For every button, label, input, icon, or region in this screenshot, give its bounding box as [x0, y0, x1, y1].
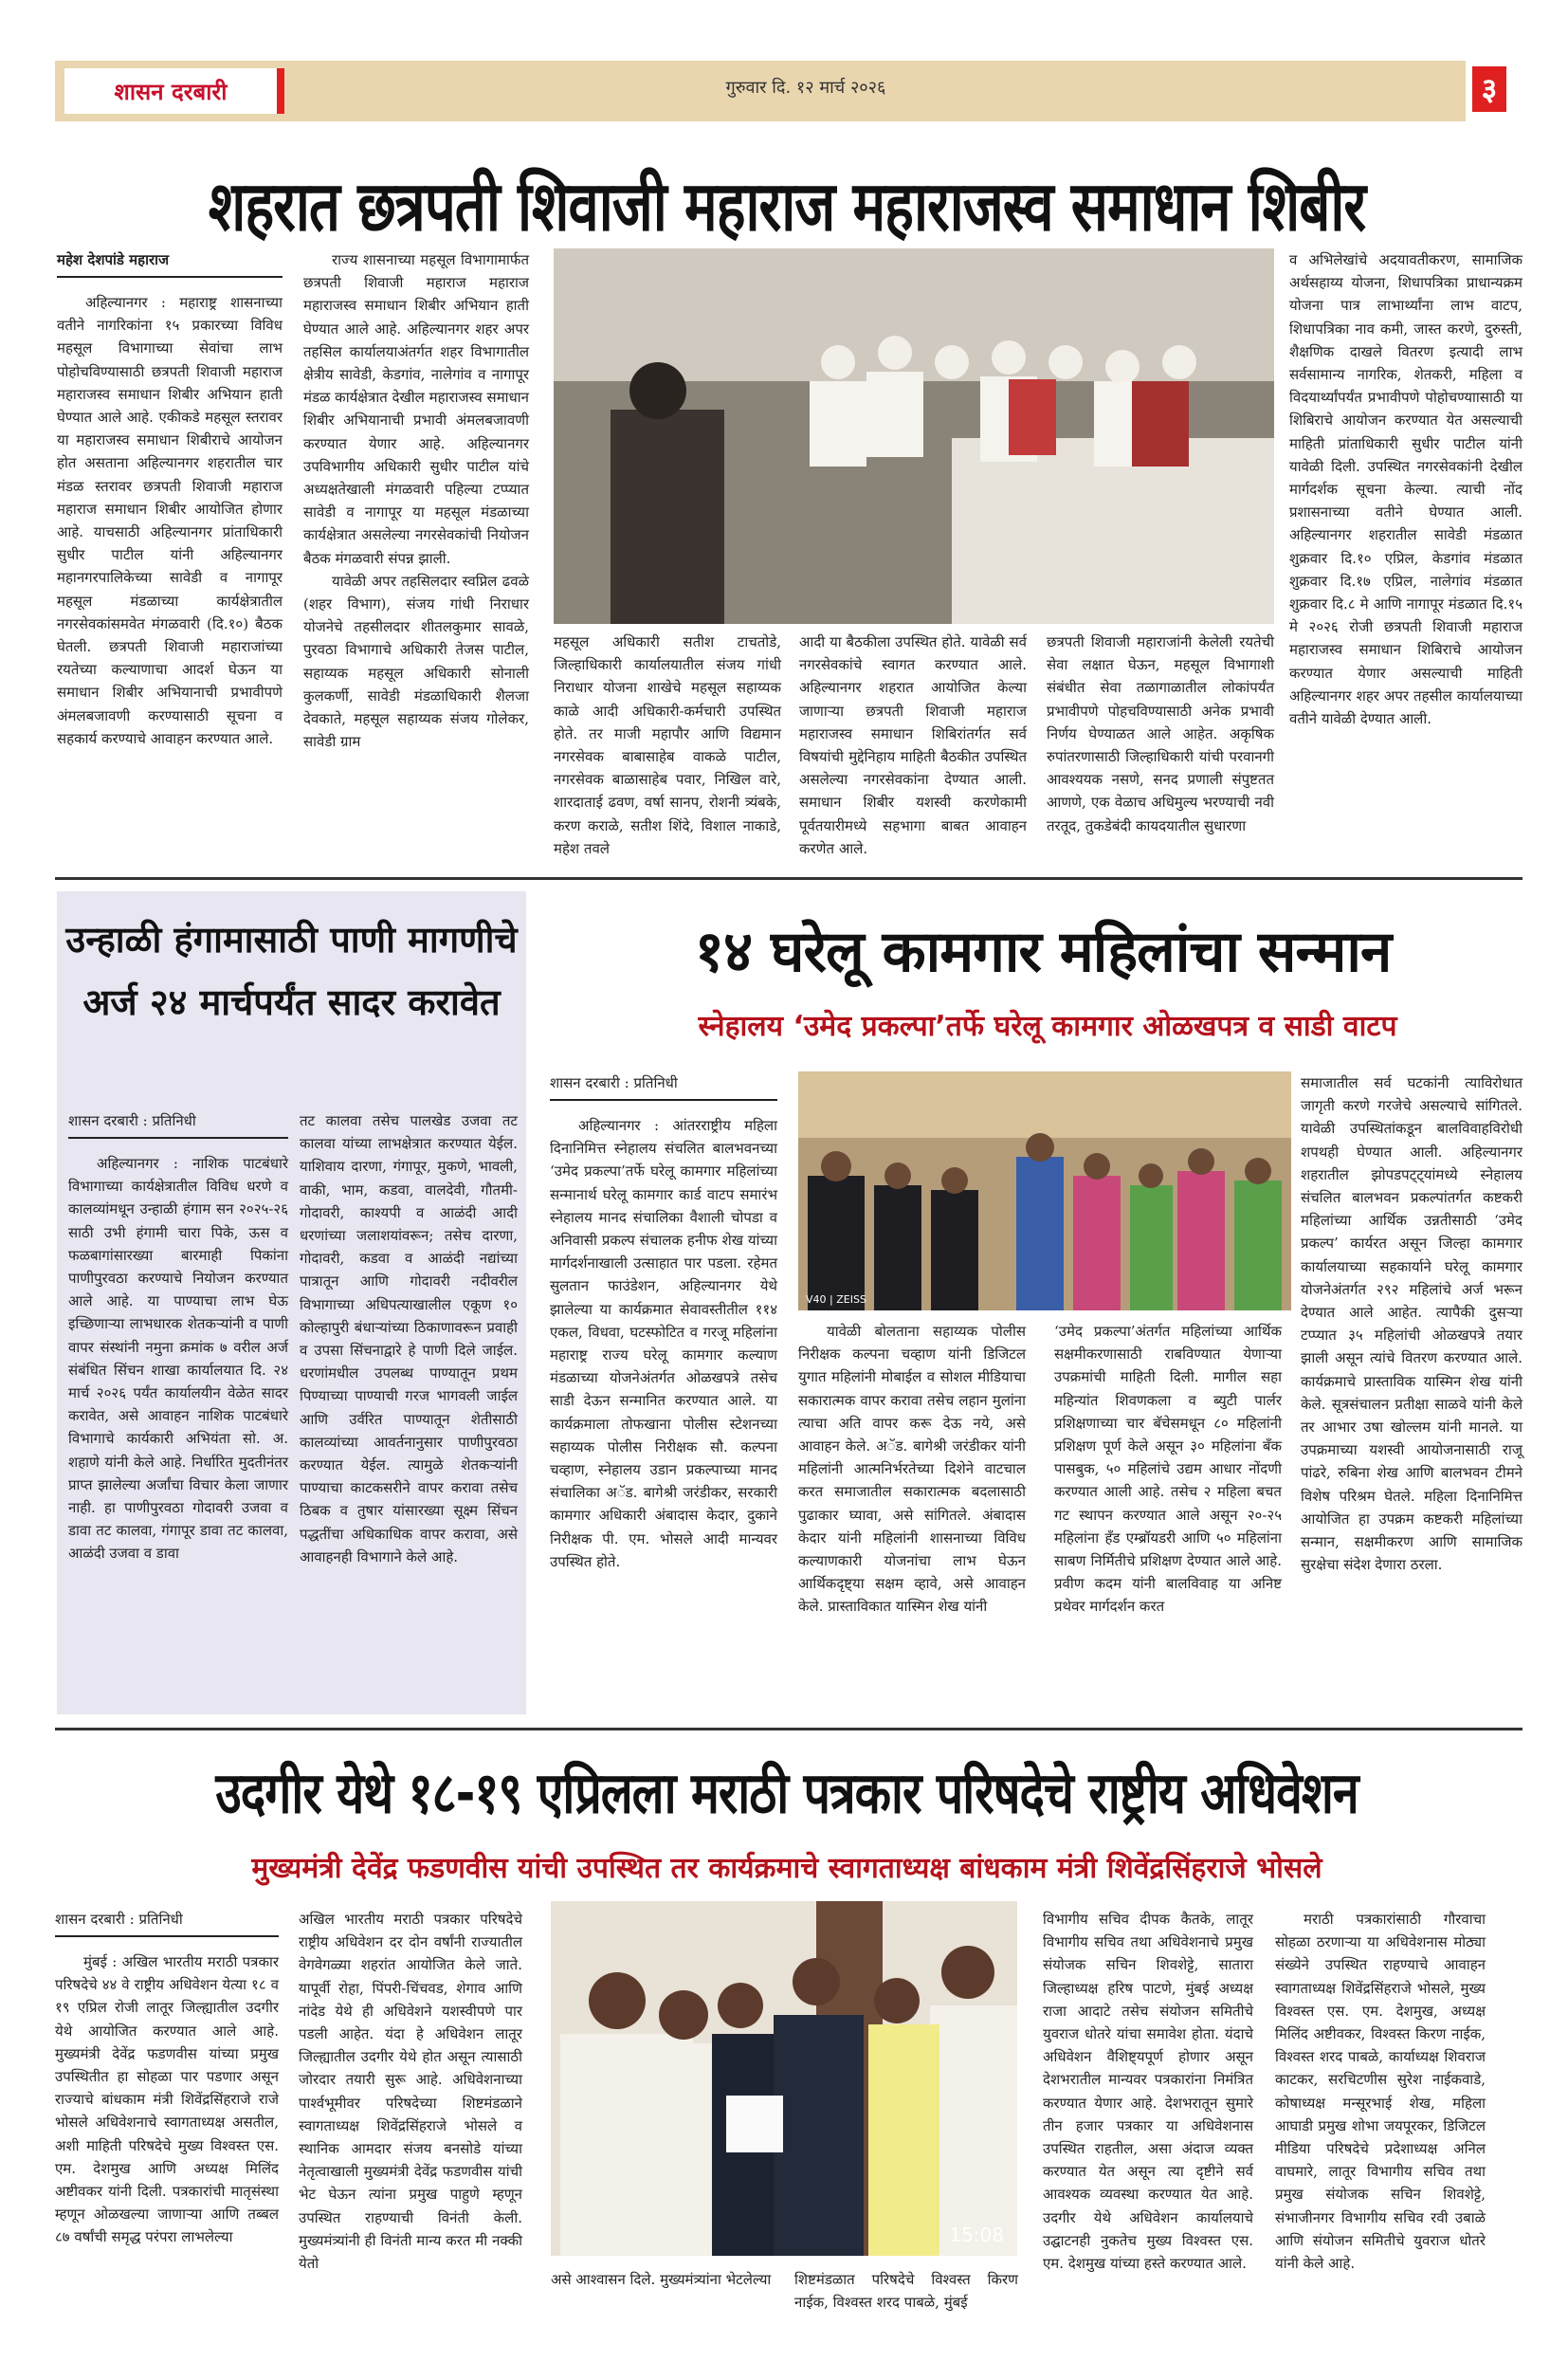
article4-paragraph: शिष्टमंडळात परिषदेचे विश्वस्त किरण नाईक, विश्वस्त शरद पाबळे, मुंबई: [794, 2271, 1018, 2312]
logo-text: शासन दरबारी: [114, 78, 228, 105]
page-number: ३: [1472, 66, 1506, 112]
article4-col3: [551, 2268, 775, 2291]
article4-headline: उदगीर येथे १८-१९ एप्रिलला मराठी पत्रकार परिषदेचे राष्ट्रीय अधिवेशन: [215, 1760, 1358, 1826]
article4-col4: [794, 2268, 1018, 2314]
article3-paragraph: ‘उमेद प्रकल्पा’अंतर्गत महिलांच्या आर्थिक सक्षमीकरणासाठी राबविण्यात येणाऱ्या उपक्रमांची माहिती दिली. मागील सहा महिन्यांत शिवणकला व ब्युटी पार्लर प्रशिक्षणाच्या चार बॅचेसमधून ८० महिलांनी प्रशिक्षण पूर्ण केले असून ३० महिलांना बँक पासबुक, ५० महिलांचे उद्यम आधार नोंदणी करण्यात आली आहे. तसेच २ महिला बचत गट स्थापन करण्यात आले असून २०-२५ महिलांना हँड एम्ब्रॉयडरी आणि ५० महिलांना साबण निर्मितीचे प्रशिक्षण देण्यात आले आहे. प्रवीण कदम यांनी बालविवाह या अनिष्ट प्रथेवर मार्गदर्शन करत: [1054, 1323, 1282, 1616]
article1-paragraph: व अभिलेखांचे अदयावतीकरण, सामाजिक अर्थसहाय्य योजना, शिधापत्रिका प्राधान्यक्रम योजना पात्र लाभार्थ्यांना लाभ वाटप, शिधापत्रिका नाव कमी, जास्त करणे, दुरुस्ती, शैक्षणिक दाखले वितरण इत्यादी लाभ सर्वसामान्य नागरिक, शेतकरी, महिला व विदयार्थ्यांपर्यंत प्रभावीपणे पोहोचण्याासाठी या शिबिराचे आयोजन करण्यात येत असल्याची माहिती प्रांताधिकारी सुधीर पाटील यांनी यावेळी दिली. उपस्थित नगरसेवकांनी देखील मार्गदर्शक सूचना केल्या. त्याची नोंद प्रशासनाच्या वतीने घेण्यात आली. अहिल्यानगर शहरातील सावेडी मंडळात शुक्रवार दि.१० एप्रिल, केडगांव मंडळात शुक्रवार दि.१७ एप्रिल, नालेगांव मंडळात शुक्रवार दि.८ मे आणि नागापूर मंडळात दि.१५ मे २०२६ रोजी छत्रपती शिवाजी महाराज महाराजस्व समाधान शिबिराचे आयोजन करण्यात येणार असल्याची माहिती अहिल्यानगर शहर अपर तहसील कार्यालयाच्या वतीने यावेळी देण्यात आली.: [1289, 251, 1522, 728]
article1-byline: महेश देशपांडे महाराज: [57, 249, 283, 278]
section-divider: [55, 1728, 1522, 1730]
article1-paragraph: राज्य शासनाच्या महसूल विभागामार्फत छत्रपती शिवाजी महाराज महाराज महाराजस्व समाधान शिबीर अभियान हाती घेण्यात आले आहे. अहिल्यानगर शहर अपर तहसिल कार्यालयाअंतर्गत शहर विभागातील क्षेत्रीय सावेडी, केडगांव, नालेगांव व नागापूर मंडळ कार्यक्षेत्रात देखील महाराजस्व समाधान शिबीर अभियानाची प्रभावी अंमलबजावणी करण्यात येणार आहे. अहिल्यानगर उपविभागीय अधिकारी सुधीर पाटील यांचे अध्यक्षतेखाली मंगळवारी पहिल्या टप्प्यात सावेडी व नागापूर या महसूल मंडळाच्या कार्यक्षेत्रात असलेल्या नगरसेवकांची नियोजन बैठक मंगळवारी संपन्न झाली.: [303, 251, 529, 567]
article1-paragraph: आदी या बैठकीला उपस्थित होते. यावेळी सर्व नगरसेवकांचे स्वागत करण्यात आले. अहिल्यानगर शहरात आयोजित केल्या जाणाऱ्या छत्रपती शिवाजी महाराज महाराजस्व समाधान शिबिरांतर्गत सर्व विषयांची मुद्देनिहाय माहिती बैठकीत उपस्थित असलेल्या नगरसेवकांना देण्यात आली. समाधान शिबीर यशस्वी करणेकामी पूर्वतयारीमध्ये सहभागा बाबत आवाहन करणेत आले.: [799, 633, 1027, 857]
photo-watermark: V40 | ZEISS: [806, 1293, 866, 1306]
article4-col2: [299, 1908, 522, 2275]
article4-col5: [1043, 1908, 1253, 2275]
article3-col2: [798, 1320, 1026, 1619]
article3-photo-event: [798, 1071, 1291, 1310]
article1-headline: शहरात छत्रपती शिवाजी महाराज महाराजस्व समाधान शिबीर: [208, 166, 1366, 247]
article4-subheadline: मुख्यमंत्री देवेंद्र फडणवीस यांची उपस्थित तर कार्यक्रमाचे स्वागताध्यक्ष बांधकाम मंत्री शिवेंद्रसिंहराजे भोसले: [251, 1852, 1322, 1885]
article1-photo-meeting: [554, 248, 1274, 624]
issue-date: गुरुवार दि. १२ मार्च २०२६: [725, 78, 886, 98]
article2-paragraph: तट कालवा तसेच पालखेड उजवा तट कालवा यांच्या लाभक्षेत्रात करण्यात येईल. याशिवाय दारणा, गंगापूर, मुकणे, भावली, वाकी, भाम, कडवा, वालदेवी, गौतमी-गोदावरी, काश्यपी व आळंदी आदी धरणांच्या जलाशयांवरून; तसेच दारणा, गोदावरी, कडवा व आळंदी नद्यांच्या पात्रातून आणि गोदावरी नदीवरील विभागाच्या अधिपत्याखालील एकूण १० कोल्हापुरी बंधाऱ्यांच्या ठिकाणावरून प्रवाही व उपसा सिंचनाद्वारे हे पाणी दिले जाईल. धरणांमधील उपलब्ध पाण्यातून प्रथम पिण्याच्या पाण्याची गरज भागवली जाईल आणि उर्वरित पाण्यातून शेतीसाठी कालव्यांच्या आवर्तनानुसार पाणीपुरवठा करण्यात येईल. त्यामुळे शेतकऱ्यांनी पाण्याचा काटकसरीने वापर करावा तसेच ठिबक व तुषार यांसारख्या सूक्ष्म सिंचन पद्धतींचा अधिकाधिक वापर करावा, असे आवाहनही विभागाने केले आहे.: [300, 1112, 518, 1565]
article4-paragraph: विभागीय सचिव दीपक कैतके, लातूर विभागीय सचिव तथा अधिवेशनाचे प्रमुख संयोजक सचिन शिवशेट्टे, सातारा जिल्हाध्यक्ष हरिष पाटणे, मुंबई अध्यक्ष राजा आदाटे तसेच संयोजन समितीचे युवराज धोतरे यांचा समावेश होता. यंदाचे अधिवेशन वैशिष्ट्यपूर्ण होणार असून देशभरातील मान्यवर पत्रकारांना निमंत्रित करण्यात येणार आहे. देशभरातून सुमारे तीन हजार पत्रकार या अधिवेशनास उपस्थित राहतील, असा अंदाज व्यक्त करण्यात येत असून त्या दृष्टीने सर्व आवश्यक व्यवस्था करण्यात येत आहे. उदगीर येथे अधिवेशन कार्यालयाचे उद्घाटनही नुकतेच मुख्य विश्वस्त एस. एम. देशमुख यांच्या हस्ते करण्यात आले.: [1043, 1911, 1253, 2273]
article2-paragraph: अहिल्यानगर : नाशिक पाटबंधारे विभागाच्या कार्यक्षेत्रातील विविध धरणे व कालव्यांमधून उन्हाळी हंगाम सन २०२५-२६ साठी उभी हंगामी चारा पिके, ऊस व फळबागांसारख्या बारमाही पिकांना पाणीपुरवठा करण्याचे नियोजन करण्यात आले आहे. या पाण्याचा लाभ घेऊ इच्छिणाऱ्या लाभधारक शेतकऱ्यांनी व पाणी वापर संस्थांनी नमुना क्रमांक ७ वरील अर्ज संबंधित सिंचन शाखा कार्यालयात दि. २४ मार्च २०२६ पर्यंत कार्यालयीन वेळेत सादर करावेत, असे आवाहन नाशिक पाटबंधारे विभागाचे कार्यकारी अभियंता सो. अ. शहाणे यांनी केले आहे. निर्धारित मुदतीनंतर प्राप्त झालेल्या अर्जांचा विचार केला जाणार नाही. हा पाणीपुरवठा गोदावरी उजवा व डावा तट कालवा, गंगापूर डावा तट कालवा, आळंदी उजवा व डावा: [68, 1155, 288, 1563]
article1-paragraph: अहिल्यानगर : महाराष्ट्र शासनाच्या वतीने नागरिकांना १५ प्रकारच्या विविध महसूल विभागाच्या सेवांचा लाभ पोहोचविण्यासाठी छत्रपती शिवाजी महाराज महाराजस्व समाधान शिबीर अभियान हाती घेण्यात आले आहे. एकीकडे महसूल स्तरावर या महाराजस्व समाधान शिबीराचे आयोजन होत असताना अहिल्यानगर शहरातील चार मंडळ स्तरावर छत्रपती शिवाजी महाराज महाराज समाधान शिबीर आयोजित होणार आहे. याचसाठी अहिल्यानगर प्रांताधिकारी सुधीर पाटील यांनी अहिल्यानगर महानगरपालिकेच्या सावेडी व नागापूर महसूल मंडळाच्या कार्यक्षेत्रातील नगरसेवकांसमवेत मंगळवारी (दि.१०) बैठक घेतली. छत्रपती शिवाजी महाराजांच्या रयतेच्या कल्याणाचा आदर्श घेऊन या समाधान शिबीर अभियानाची प्रभावीपणे अंमलबजावणी करण्यासाठी सूचना व सहकार्य करण्याचे आवाहन करण्यात आले.: [57, 294, 283, 747]
article1-col5: [1047, 631, 1274, 837]
article1-col4: [799, 631, 1027, 860]
article2-byline: शासन दरबारी : प्रतिनिधी: [68, 1110, 288, 1139]
article2-col1: [68, 1109, 288, 1565]
article1-col1: [57, 248, 283, 750]
section-divider: [55, 877, 1522, 880]
article3-paragraph: अहिल्यानगर : आंतरराष्ट्रीय महिला दिनानिमित्त स्नेहालय संचलित बालभवनच्या ‘उमेद प्रकल्पा’तर्फे घरेलू कामगार महिलांच्या सन्मानार्थ घरेलू कामगार कार्ड वाटप समारंभ स्नेहालय मानद संचालिका वैशाली चोपडा व अनिवासी प्रकल्प संचालक हनीफ शेख यांच्या मार्गदर्शनाखाली उत्साहात पार पडला. रहेमत सुलतान फाउंडेशन, अहिल्यानगर येथे झालेल्या या कार्यक्रमात सेवावस्तीतील ११४ एकल, विधवा, घटस्फोटित व गरजू महिलांना महाराष्ट्र राज्य घरेलू कामगार कल्याण मंडळाच्या योजनेअंतर्गत ओळखपत्रे तसेच साडी देऊन सन्मानित करण्यात आले. या कार्यक्रमाला तोफखाना पोलीस स्टेशनच्या सहाय्यक पोलीस निरीक्षक सौ. कल्पना चव्हाण, स्नेहालय उडान प्रकल्पाच्या मानद संचालिका अॅड. बागेश्री जरंडीकर, सरकारी कामगार अधिकारी अंबादास केदार, दुकाने निरीक्षक पी. एम. भोसले आदी मान्यवर उपस्थित होते.: [550, 1117, 777, 1570]
article4-photo-delegation: [551, 1901, 1017, 2256]
article4-paragraph: मुंबई : अखिल भारतीय मराठी पत्रकार परिषदेचे ४४ वे राष्ट्रीय अधिवेशन येत्या १८ व १९ एप्रिल रोजी लातूर जिल्ह्यातील उदगीर येथे आयोजित करण्यात आले आहे. मुख्यमंत्री देवेंद्र फडणवीस यांच्या प्रमुख उपस्थितीत हा सोहळा पार पडणार असून राज्याचे बांधकाम मंत्री शिवेंद्रसिंहराजे राजे भोसले अधिवेशनाचे स्वागताध्यक्ष असतील, अशी माहिती परिषदेचे मुख्य विश्वस्त एस. एम. देशमुख आणि अध्यक्ष मिलिंद अष्टीवकर यांनी दिली. पत्रकारांची मातृसंस्था म्हणून ओळखल्या जाणाऱ्या आणि तब्बल ८७ वर्षांची समृद्ध परंपरा लाभलेल्या: [55, 1953, 279, 2246]
article1-col2: [303, 248, 529, 753]
article2-headline: उन्हाळी हंगामासाठी पाणी मागणीचे अर्ज २४ मार्चपर्यंत सादर करावेत: [65, 919, 518, 1023]
article1-col6: [1289, 248, 1522, 730]
article1-paragraph: महसूल अधिकारी सतीश टाचतोडे, जिल्हाधिकारी कार्यालयातील संजय गांधी निराधार योजना शाखेचे महसूल सहाय्यक काळे आदी अधिकारी-कर्मचारी उपस्थित होते. तर माजी महापौर आणि विद्यमान नगरसेवक बाबासाहेब वाकळे पाटील, नगरसेवक बाळासाहेब पवार, निखिल वारे, शारदाताई ढवण, वर्षा सानप, रोशनी त्र्यंबके, करण कराळे, सतीश शिंदे, विशाल नाकाडे, महेश तवले: [554, 633, 781, 857]
article3-byline: शासन दरबारी : प्रतिनिधी: [550, 1072, 777, 1101]
article3-col3: [1054, 1320, 1282, 1619]
article3-subheadline: स्नेहालय ‘उमेद प्रकल्पा’तर्फे घरेलू कामगार ओळखपत्र व साडी वाटप: [698, 1010, 1397, 1043]
article4-col1: [55, 1908, 279, 2249]
article4-col6: [1275, 1908, 1486, 2275]
article3-paragraph: यावेळी बोलताना सहाय्यक पोलीस निरीक्षक कल्पना चव्हाण यांनी डिजिटल युगात महिलांनी मोबाईल व सोशल मीडियाचा सकारात्मक वापर करावा तसेच लहान मुलांना त्याचा अति वापर करू देऊ नये, असे आवाहन केले. अॅड. बागेश्री जरंडीकर यांनी महिलांनी आत्मनिर्भरतेच्या दिशेने वाटचाल करत समाजातील सकारात्मक बदलासाठी पुढाकार घ्यावा, असे सांगितले. अंबादास केदार यांनी महिलांनी शासनाच्या विविध कल्याणकारी योजनांचा लाभ घेऊन आर्थिकदृष्ट्या सक्षम व्हावे, असे आवाहन केले. प्रास्ताविकात यास्मिन शेख यांनी: [798, 1323, 1026, 1616]
article4-byline: शासन दरबारी : प्रतिनिधी: [55, 1909, 279, 1937]
article3-col1: [550, 1071, 777, 1573]
article3-col4: [1301, 1071, 1522, 1576]
article2-col2: [300, 1109, 518, 1568]
article4-paragraph: अखिल भारतीय मराठी पत्रकार परिषदेचे राष्ट्रीय अधिवेशन दर दोन वर्षांनी राज्यातील वेगवेगळ्या शहरांत आयोजित केले जाते. यापूर्वी रोहा, पिंपरी-चिंचवड, शेगाव आणि नांदेड येथे ही अधिवेशने यशस्वीपणे पार पडली आहेत. यंदा हे अधिवेशन लातूर जिल्ह्यातील उदगीर येथे होत असून त्यासाठी जोरदार तयारी सुरू आहे. अधिवेशनाच्या पार्श्वभूमीवर परिषदेच्या शिष्टमंडळाने स्वागताध्यक्ष शिवेंद्रसिंहराजे भोसले व स्थानिक आमदार संजय बनसोडे यांच्या नेतृत्वाखाली मुख्यमंत्री देवेंद्र फडणवीस यांची भेट घेऊन त्यांना प्रमुख पाहुणे म्हणून उपस्थित राहण्याची विनंती केली. मुख्यमंत्र्यांनी ही विनंती मान्य करत मी नक्की येतो: [299, 1911, 522, 2273]
article1-paragraph: छत्रपती शिवाजी महाराजांनी केलेली रयतेची सेवा लक्षात घेऊन, महसूल विभागाशी संबंधीत सेवा तळागाळातील लोकांपर्यंत प्रभावीपणे पोहचविण्यासाठी अनेक प्रभावी निर्णय घेण्याळत आले आहेत. अकृषिक रुपांतरणासाठी जिल्हाधिकारी यांची परवानगी आवश्ययक नसणे, सनद प्रणाली संपुष्टतत आणणे, एक वेळाच अधिमुल्य भरण्याची नवी तरतूद, तुकडेबंदी कायदयातील सुधारणा: [1047, 633, 1274, 834]
article4-paragraph: असे आश्वासन दिले. मुख्यमंत्र्यांना भेटलेल्या: [551, 2271, 772, 2288]
photo-timestamp: 15:08: [949, 2224, 1004, 2246]
article1-col3: [554, 631, 781, 860]
article3-paragraph: समाजातील सर्व घटकांनी त्याविरोधात जागृती करणे गरजेचे असल्याचे सांगितले. यावेळी उपस्थितांकडून बालविवाहविरोधी शपथही घेण्यात आली. अहिल्यानगर शहरातील झोपडपट्ट्यांमध्ये स्नेहालय संचलित बालभवन प्रकल्पांतर्गत कष्टकरी महिलांच्या आर्थिक उन्नतीसाठी ‘उमेद प्रकल्प’ कार्यरत असून जिल्हा कामगार कार्यालयाच्या सहकार्याने घरेलू कामगार योजनेअंतर्गत २९२ महिलांचे अर्ज भरून देण्यात आले आहेत. त्यापैकी दुसऱ्या टप्प्यात ३५ महिलांची ओळखपत्रे तयार झाली असून त्यांचे वितरण करण्यात आले. कार्यक्रमाचे प्रास्ताविक यास्मिन शेख यांनी केले. सूत्रसंचालन प्रतीक्षा साळवे यांनी केले तर आभार उषा खोल्लम यांनी मानले. या उपक्रमाच्या यशस्वी आयोजनासाठी राजू पांढरे, रुबिना शेख आणि बालभवन टीमने विशेष परिश्रम घेतले. महिला दिनानिमित्त आयोजित हा उपक्रम कष्टकरी महिलांच्या सन्मान, सक्षमीकरण आणि सामाजिक सुरक्षेचा संदेश देणारा ठरला.: [1301, 1074, 1522, 1574]
article1-paragraph: यावेळी अपर तहसिलदार स्वप्निल ढवळे (शहर विभाग), संजय गांधी निराधार योजनेचे तहसीलदार शीतलकुमार सावळे, पुरवठा विभागाचे अधिकारी तेजस पाटील, सहाय्यक महसूल अधिकारी सोनाली कुलकर्णी, सावेडी मंडळाधिकारी शैलजा देवकाते, महसूल सहाय्यक संजय गोलेकर, सावेडी ग्राम: [303, 572, 529, 751]
article3-headline: १४ घरेलू कामगार महिलांचा सन्मान: [694, 919, 1392, 985]
article4-paragraph: मराठी पत्रकारांसाठी गौरवाचा सोहळा ठरणाऱ्या या अधिवेशनास मोठ्या संख्येने उपस्थित राहण्याचे आवाहन स्वागताध्यक्ष शिवेंद्रसिंहराजे भोसले, मुख्य विश्वस्त एस. एम. देशमुख, अध्यक्ष मिलिंद अष्टीवकर, विश्वस्त किरण नाईक, विश्वस्त शरद पाबळे, कार्याध्यक्ष शिवराज काटकर, सरचिटणीस सुरेश नाईकवाडे, कोषाध्यक्ष मन्सूरभाई शेख, महिला आघाडी प्रमुख शोभा जयपूरकर, डिजिटल मीडिया परिषदेचे प्रदेशाध्यक्ष अनिल वाघमारे, लातूर विभागीय सचिव तथा प्रमुख संयोजक सचिन शिवशेट्टे, संभाजीनगर विभागीय सचिव रवी उबाळे आणि संयोजन समितीचे युवराज धोतरे यांनी केले आहे.: [1275, 1911, 1486, 2273]
newspaper-logo: [64, 68, 284, 114]
